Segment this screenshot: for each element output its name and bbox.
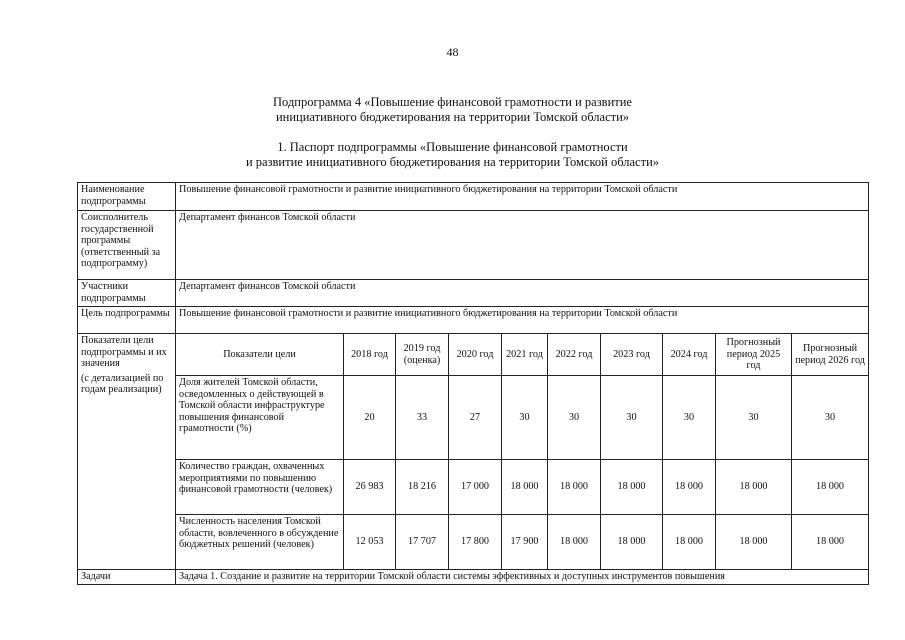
tasks-label: Задачи <box>78 570 176 585</box>
indicator-value: 18 000 <box>716 515 792 570</box>
name-label: Наименование подпрограммы <box>78 183 176 211</box>
indicator-value: 18 000 <box>502 460 548 515</box>
indicator-name: Количество граждан, охваченных мероприятиями по повышению финансовой грамотности (человек) <box>176 460 344 515</box>
goal-value: Повышение финансовой грамотности и развитие инициативного бюджетирования на территории Томской области <box>176 307 869 334</box>
header-2018: 2018 год <box>344 334 396 376</box>
row-participants <box>78 280 869 307</box>
row-goal <box>78 307 869 334</box>
indicator-value: 18 000 <box>548 515 601 570</box>
indicator-value: 30 <box>716 376 792 460</box>
header-2021: 2021 год <box>502 334 548 376</box>
indicator-value: 30 <box>502 376 548 460</box>
header-indicator-name: Показатели цели <box>176 334 344 376</box>
indicator-value: 18 000 <box>716 460 792 515</box>
indicators-label-cell <box>78 334 176 570</box>
indicator-value: 17 800 <box>449 515 502 570</box>
indicator-value: 12 053 <box>344 515 396 570</box>
header-2022: 2022 год <box>548 334 601 376</box>
indicator-value: 18 216 <box>396 460 449 515</box>
indicator-value: 18 000 <box>663 460 716 515</box>
indicators-label: Показатели цели подпрограммы и их значения <box>81 335 167 370</box>
indicator-row <box>78 460 869 515</box>
header-2025: Прогнозный период 2025 год <box>716 334 792 376</box>
indicator-row <box>78 376 869 460</box>
indicator-value: 26 983 <box>344 460 396 515</box>
indicator-value: 18 000 <box>601 460 663 515</box>
row-name <box>78 183 869 211</box>
name-value: Повышение финансовой грамотности и развитие инициативного бюджетирования на территории Томской области <box>176 183 869 211</box>
coexecutor-label: Соисполнитель государственной программы (ответственный за подпрограмму) <box>78 211 176 280</box>
indicator-value: 30 <box>663 376 716 460</box>
indicator-name: Доля жителей Томской области, осведомленных о действующей в Томской области инфраструктуре повышения финансовой грамотности (%) <box>176 376 344 460</box>
document-title <box>0 95 905 170</box>
indicator-value: 17 900 <box>502 515 548 570</box>
indicator-value: 33 <box>396 376 449 460</box>
indicator-value: 18 000 <box>792 515 869 570</box>
passport-title-line-2: и развитие инициативного бюджетирования на территории Томской области» <box>245 155 660 169</box>
passport-table <box>77 182 869 585</box>
coexecutor-value: Департамент финансов Томской области <box>176 211 869 280</box>
indicator-name: Численность населения Томской области, вовлеченного в обсуждение бюджетных решений (человек) <box>176 515 344 570</box>
subprogram-title-line-2: инициативного бюджетирования на территории Томской области» <box>275 110 630 124</box>
tasks-value: Задача 1. Создание и развитие на территории Томской области системы эффективных и доступных инструментов повышения <box>176 570 869 585</box>
row-coexecutor <box>78 211 869 280</box>
indicator-value: 30 <box>601 376 663 460</box>
page-number: 48 <box>446 45 459 59</box>
participants-value: Департамент финансов Томской области <box>176 280 869 307</box>
indicators-note: (с детализацией по годам реализации) <box>81 372 164 396</box>
indicator-value: 18 000 <box>548 460 601 515</box>
header-2026: Прогнозный период 2026 год <box>792 334 869 376</box>
indicator-value: 18 000 <box>663 515 716 570</box>
indicator-value: 18 000 <box>601 515 663 570</box>
indicator-value: 27 <box>449 376 502 460</box>
indicator-row <box>78 515 869 570</box>
indicator-value: 30 <box>548 376 601 460</box>
indicator-value: 18 000 <box>792 460 869 515</box>
goal-label: Цель подпрограммы <box>78 307 176 334</box>
header-2023: 2023 год <box>601 334 663 376</box>
header-2024: 2024 год <box>663 334 716 376</box>
indicator-value: 17 000 <box>449 460 502 515</box>
subprogram-title-line-1: Подпрограмма 4 «Повышение финансовой грамотности и развитие <box>273 95 632 109</box>
indicator-value: 20 <box>344 376 396 460</box>
row-tasks <box>78 570 869 585</box>
header-2020: 2020 год <box>449 334 502 376</box>
participants-label: Участники подпрограммы <box>78 280 176 307</box>
indicator-value: 17 707 <box>396 515 449 570</box>
indicator-value: 30 <box>792 376 869 460</box>
passport-title-line-1: 1. Паспорт подпрограммы «Повышение финансовой грамотности <box>277 140 628 154</box>
header-2019: 2019 год (оценка) <box>396 334 449 376</box>
indicators-header-row <box>78 334 869 376</box>
